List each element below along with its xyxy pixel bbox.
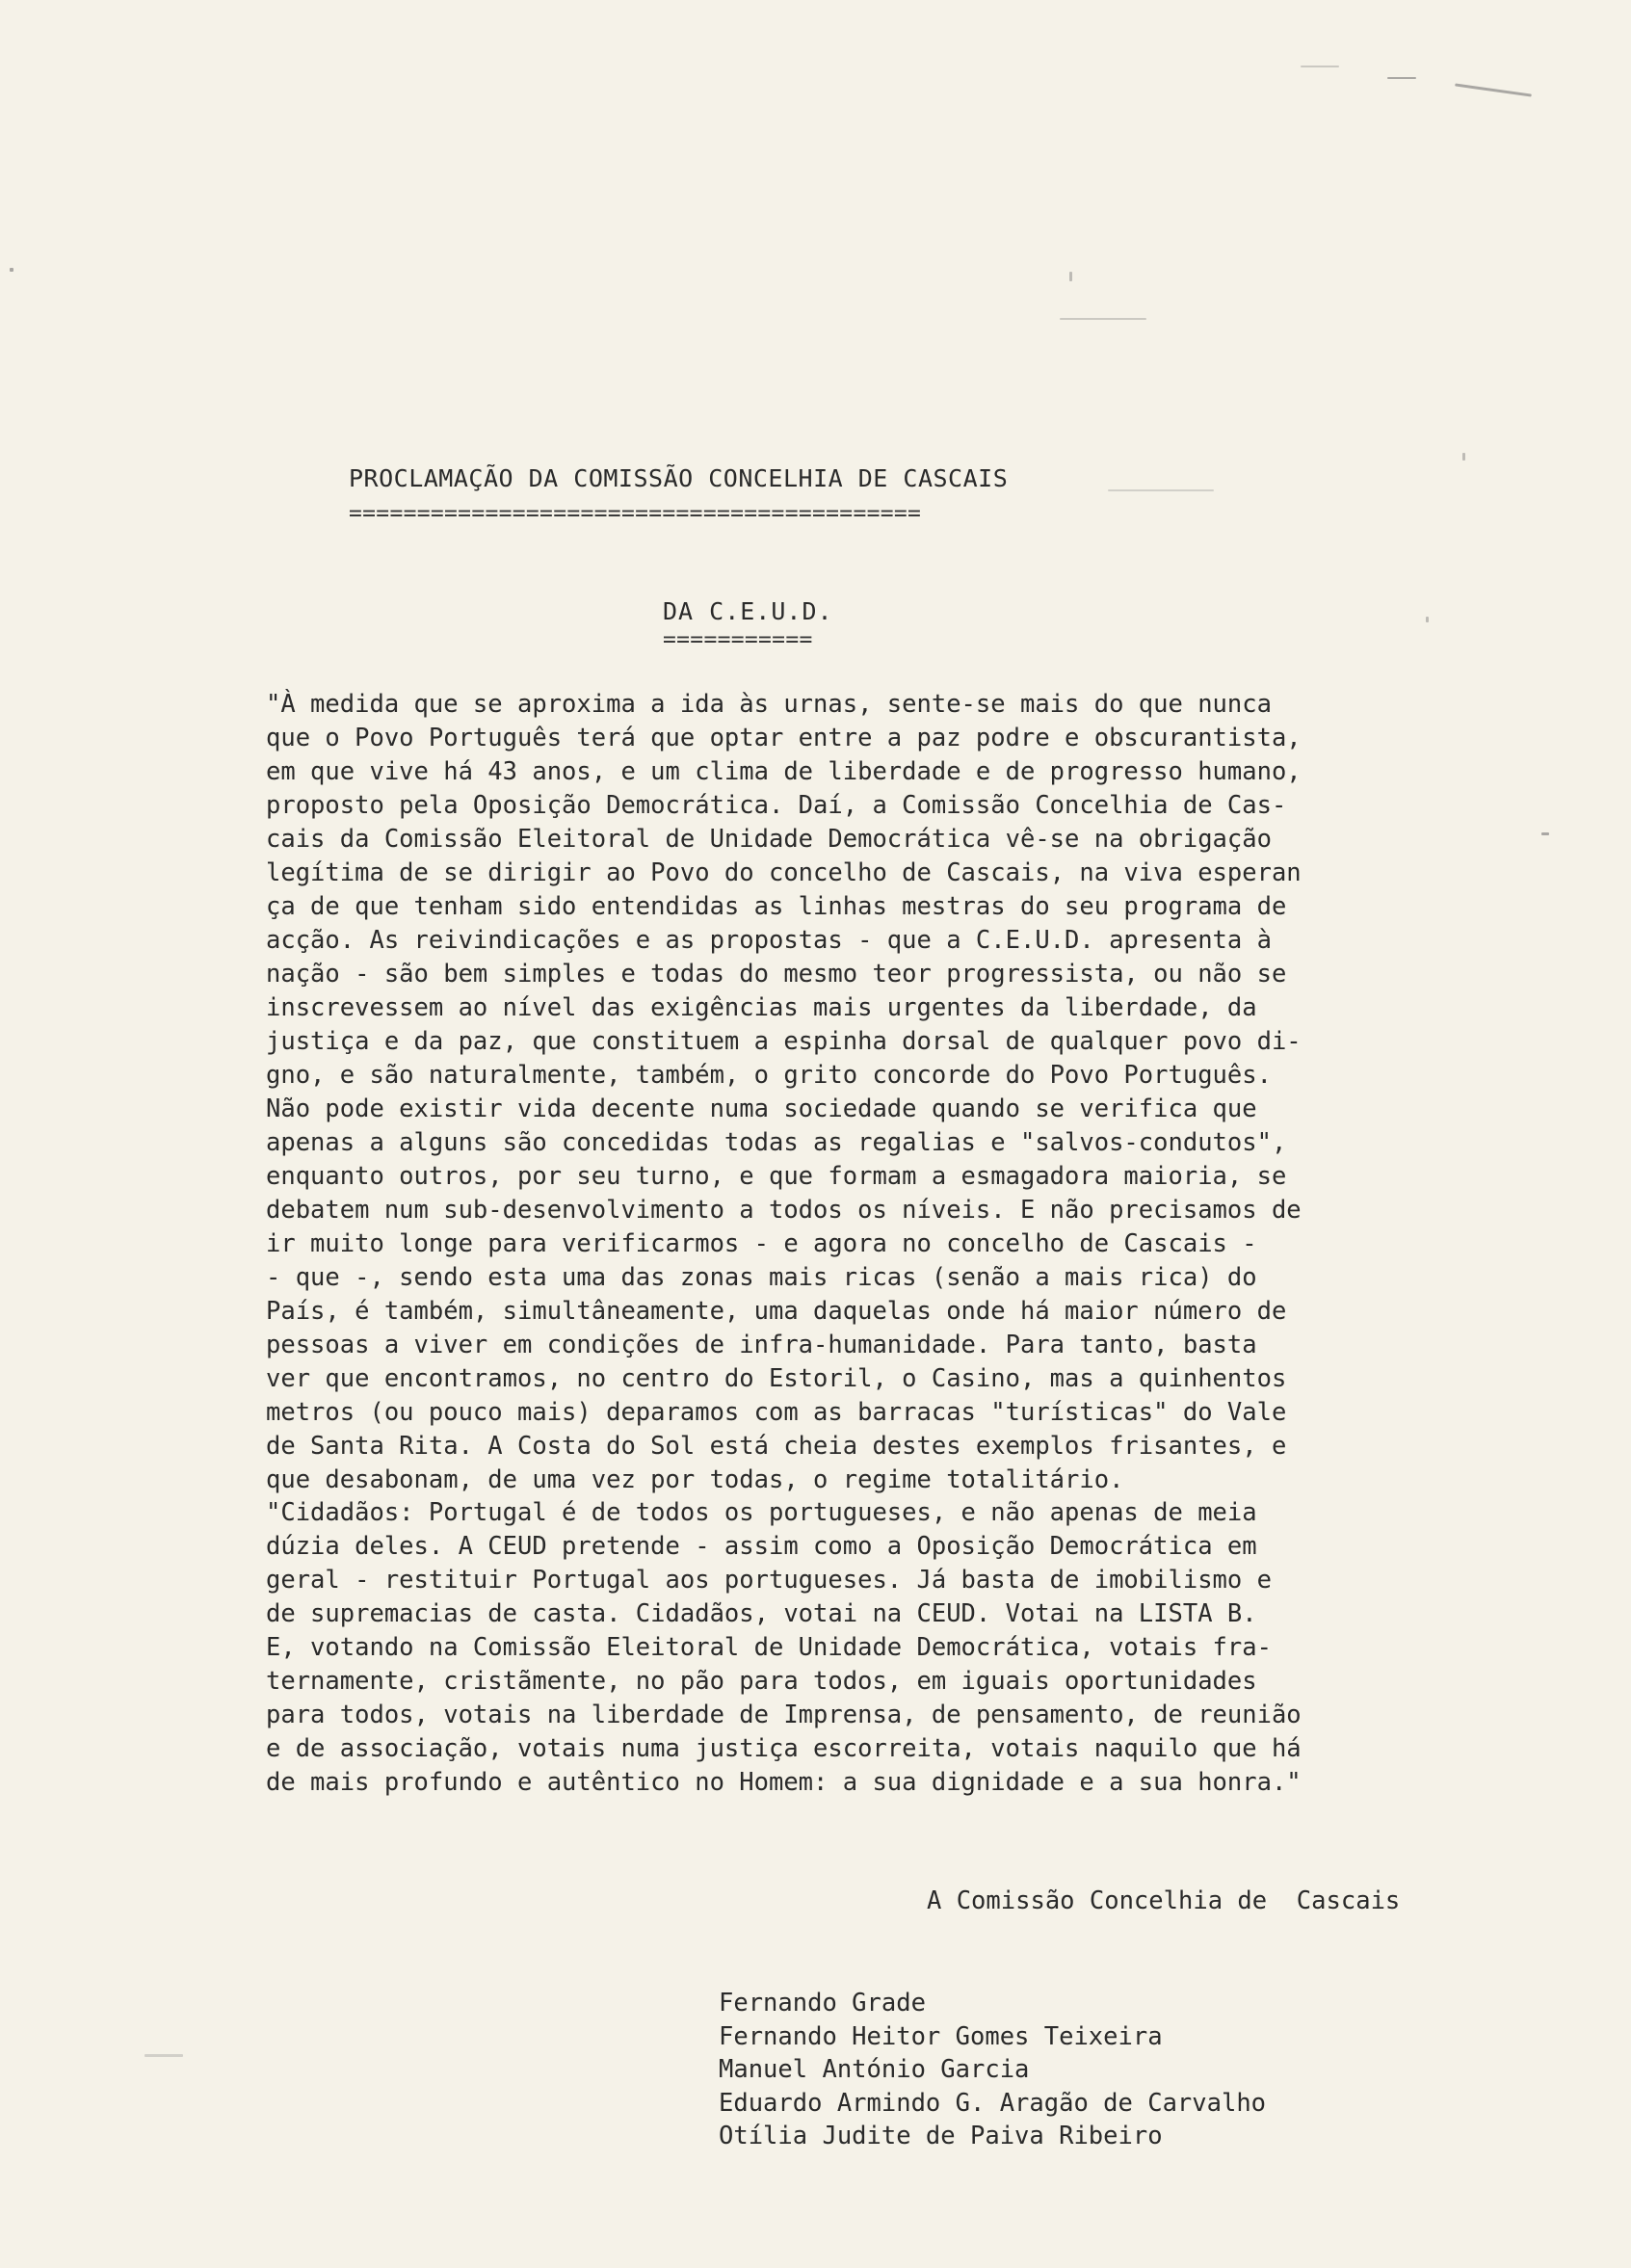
text-line: de Santa Rita. A Costa do Sol está cheia destes exemplos frisantes, e [266,1432,1287,1461]
text-line: cais da Comissão Eleitoral de Unidade Democrática vê-se na obrigação [266,825,1272,854]
text-line: de supremacias de casta. Cidadãos, votai na CEUD. Votai na LISTA B. [266,1599,1257,1628]
ink-speck [145,2054,183,2057]
text-line: que desabonam, de uma vez por todas, o regime totalitário. [266,1465,1124,1494]
signatory-list [719,1987,1266,2153]
subtitle-underline: =========== [663,627,813,652]
text-line: ir muito longe para verificarmos - e agora no concelho de Cascais - [266,1229,1257,1258]
document-subtitle: DA C.E.U.D. [663,597,833,625]
text-line: ver que encontramos, no centro do Estoril, o Casino, mas a quinhentos [266,1364,1287,1393]
text-line: ça de que tenham sido entendidas as linhas mestras do seu programa de [266,892,1287,921]
text-line: pessoas a viver em condições de infra-humanidade. Para tanto, basta [266,1331,1257,1359]
text-line: E, votando na Comissão Eleitoral de Unidade Democrática, votais fra- [266,1633,1272,1662]
text-line: debatem num sub-desenvolvimento a todos os níveis. E não precisamos de [266,1196,1302,1225]
text-line: apenas a alguns são concedidas todas as regalias e "salvos-condutos", [266,1128,1287,1157]
signatory-name: Otília Judite de Paiva Ribeiro [719,2122,1163,2150]
text-line: geral - restituir Portugal aos portugueses. Já basta de imobilismo e [266,1566,1272,1595]
text-line: de mais profundo e autêntico no Homem: a sua dignidade e a sua honra." [266,1768,1302,1797]
text-line: metros (ou pouco mais) deparamos com as barracas "turísticas" do Vale [266,1398,1287,1427]
signatory-name: Manuel António Garcia [719,2055,1030,2084]
signature-organization: A Comissão Concelhia de Cascais [927,1886,1401,1915]
text-line: nação - são bem simples e todas do mesmo teor progressista, ou não se [266,960,1287,989]
text-line: e de associação, votais numa justiça escorreita, votais naquilo que há [266,1734,1302,1763]
document-title: PROCLAMAÇÃO DA COMISSÃO CONCELHIA DE CASCAIS [349,464,1009,492]
ink-speck [1462,453,1465,461]
ink-speck [1387,77,1416,79]
ink-speck [1301,66,1339,67]
text-line: que o Povo Português terá que optar entre a paz podre e obscurantista, [266,724,1302,752]
paragraph-appeal [266,1496,1509,1800]
text-line: "Cidadãos: Portugal é de todos os portugueses, e não apenas de meia [266,1498,1257,1527]
signatory-name: Fernando Grade [719,1989,926,2017]
text-line: ternamente, cristãmente, no pão para todos, em iguais oportunidades [266,1667,1257,1696]
ink-speck [10,268,13,272]
text-line: justiça e da paz, que constituem a espinha dorsal de qualquer povo di- [266,1027,1302,1056]
text-line: proposto pela Oposição Democrática. Daí, a Comissão Concelhia de Cas- [266,791,1287,820]
text-line: País, é também, simultâneamente, uma daquelas onde há maior número de [266,1297,1287,1326]
text-line: acção. As reivindicações e as propostas - que a C.E.U.D. apresenta à [266,926,1272,955]
text-line: legítima de se dirigir ao Povo do concelho de Cascais, na viva esperan [266,858,1302,887]
text-line: gno, e são naturalmente, também, o grito concorde do Povo Português. [266,1061,1272,1090]
text-line: para todos, votais na liberdade de Imprensa, de pensamento, de reunião [266,1701,1302,1729]
text-line: - que -, sendo esta uma das zonas mais ricas (senão a mais rica) do [266,1263,1257,1292]
text-line: "À medida que se aproxima a ida às urnas, sente-se mais do que nunca [266,690,1272,719]
title-underline: ========================================== [349,501,922,526]
text-line: Não pode existir vida decente numa sociedade quando se verifica que [266,1094,1257,1123]
ink-speck [1108,489,1214,491]
text-line: enquanto outros, por seu turno, e que formam a esmagadora maioria, se [266,1162,1287,1191]
signatory-name: Fernando Heitor Gomes Teixeira [719,2021,1163,2051]
text-line: em que vive há 43 anos, e um clima de liberdade e de progresso humano, [266,757,1302,786]
text-line: dúzia deles. A CEUD pretende - assim como a Oposição Democrática em [266,1532,1257,1561]
ink-speck [1426,617,1429,622]
ink-speck [1060,318,1146,320]
ink-speck [1541,832,1549,835]
paragraph-proclamation [266,688,1509,1497]
signatory-name: Eduardo Armindo G. Aragão de Carvalho [719,2088,1267,2118]
ink-speck [1455,83,1532,96]
text-line: inscrevessem ao nível das exigências mais urgentes da liberdade, da [266,993,1257,1022]
ink-speck [1069,272,1072,281]
